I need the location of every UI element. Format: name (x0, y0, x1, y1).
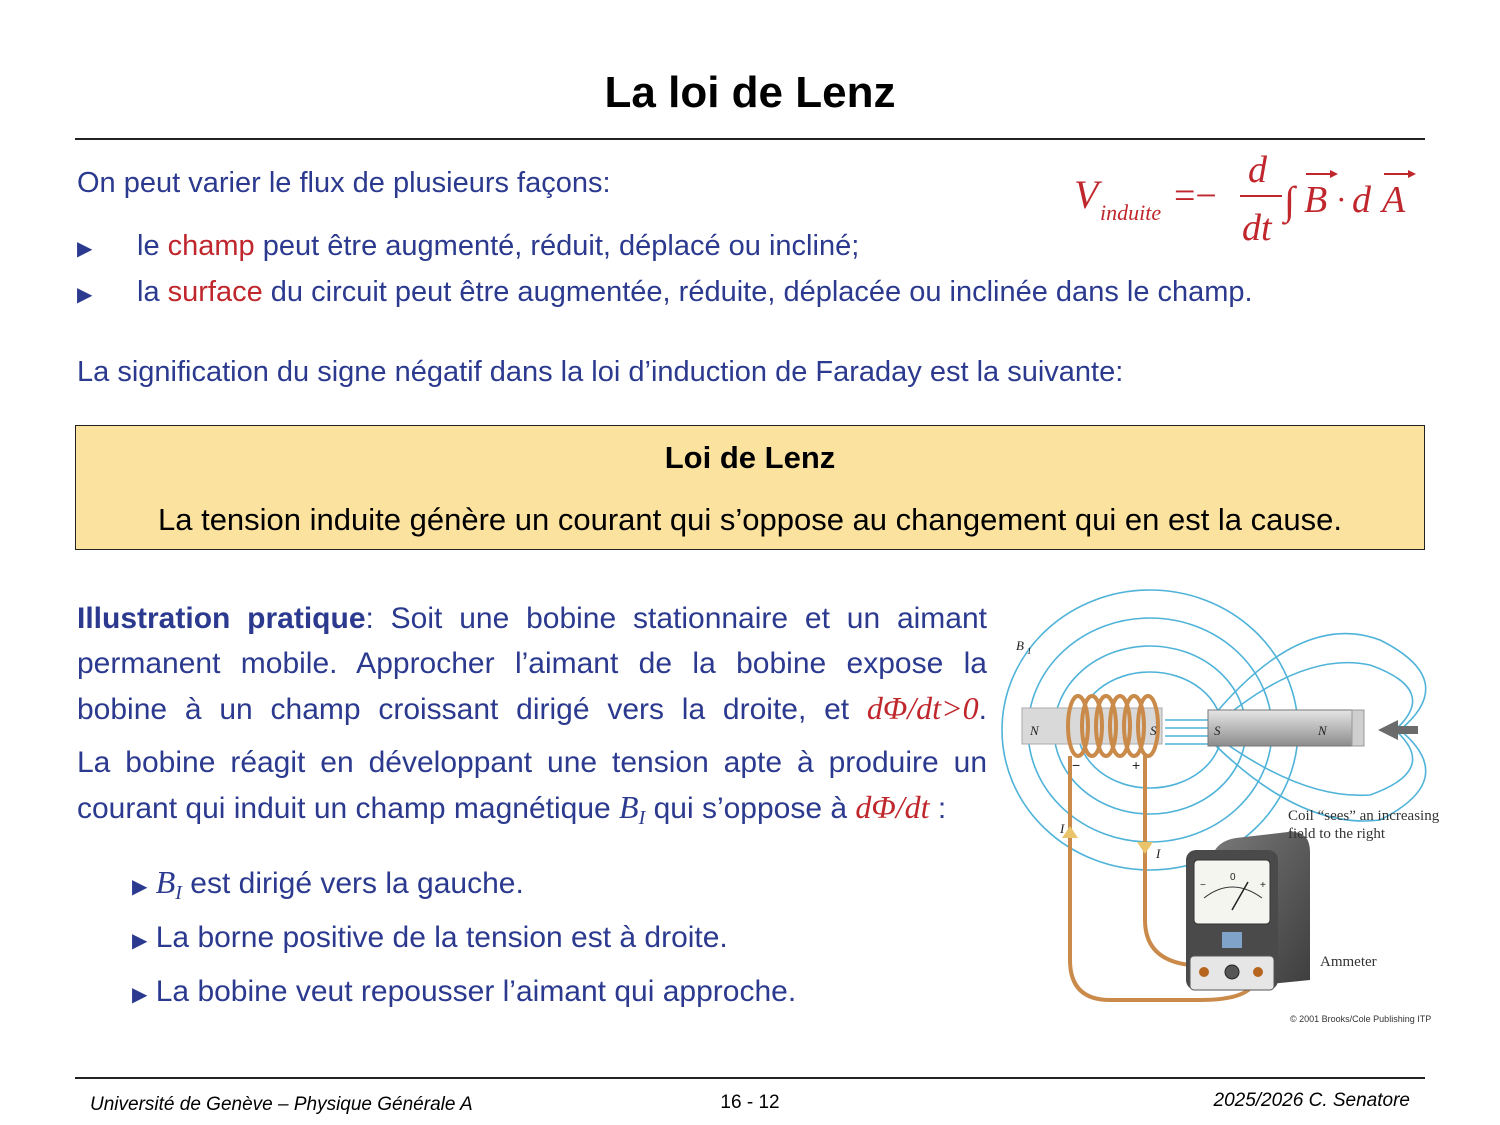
lenz-box-text: La tension induite génère un courant qui s’oppose au changement qui en est la cause. (157, 502, 1342, 537)
label-b1-sub: 1 (1027, 646, 1032, 656)
formula-num: d (1248, 150, 1267, 191)
label-minus: − (1072, 757, 1081, 773)
formula-a: A (1382, 179, 1406, 221)
formula-sub: induite (1100, 200, 1162, 225)
triangle-bullet-icon: ▶ (77, 238, 93, 260)
label-i-right: I (1156, 846, 1161, 861)
formula-d: d (1352, 179, 1371, 221)
current-arrow-up-icon (1062, 826, 1078, 838)
label-b1: B (1016, 638, 1024, 653)
coil-caption-line-1: Coil “sees” an increasing (1288, 808, 1440, 824)
label-n-magnet: N (1318, 723, 1327, 738)
triangle-bullet-icon: ▶ (132, 876, 148, 898)
illustration-paragraph-1: Illustration pratique: Soit une bobine stationnaire et un aimant permanent mobile. Approcher l’aimant de la bobine expose la bobine à un champ croissant dirigé vers la droite, et dΦ/dt>0. (77, 602, 987, 726)
meter-zero: 0 (1230, 872, 1236, 883)
sub-bullet-direction: ▶ $B_I$ est dirigé vers la gauche. (132, 864, 524, 904)
formula-eq: =− (1174, 175, 1217, 217)
title-rule (75, 138, 1425, 140)
lenz-illustration-figure (1000, 580, 1470, 1030)
intro-text: On peut varier le flux de plusieurs façons: (77, 167, 611, 199)
triangle-bullet-icon: ▶ (77, 284, 93, 306)
triangle-bullet-icon: ▶ (132, 930, 148, 952)
footer-author: 2025/2026 C. Senatore (1213, 1090, 1410, 1111)
label-n-coil: N (1030, 723, 1039, 738)
illustration-paragraph-2: La bobine réagit en développant une tension apte à produire un courant qui induit un champ magnétique $B_I$ qui s’oppose à dΦ/dt : (77, 746, 987, 829)
sub-bullet-repel: ▶ La bobine veut repousser l’aimant qui approche. (132, 975, 797, 1008)
copyright-label: © 2001 Brooks/Cole Publishing ITP (1290, 1014, 1432, 1024)
bar-magnet (1208, 710, 1358, 746)
footer-page-number: 16 - 12 (720, 1092, 780, 1113)
label-s-coil: S (1150, 723, 1157, 738)
lenz-law-box (75, 425, 1425, 550)
triangle-bullet-icon: ▶ (132, 984, 148, 1006)
meter-plus: + (1260, 880, 1266, 891)
coil-caption-line-2: field to the right (1288, 826, 1386, 842)
sub-bullet-positive: ▶ La borne positive de la tension est à droite. (132, 921, 728, 954)
footer-rule (75, 1077, 1425, 1079)
formula-den: dt (1242, 207, 1272, 249)
signification-text: La signification du signe négatif dans la loi d’induction de Faraday est la suivante: (77, 356, 1124, 388)
coil-core (1022, 708, 1162, 744)
vector-arrow-a-head (1408, 170, 1416, 178)
motion-arrow-icon (1378, 720, 1418, 740)
meter-minus: − (1200, 880, 1206, 891)
slide-title: La loi de Lenz (604, 68, 896, 117)
formula-v: V (1074, 172, 1099, 217)
bullet-surface: ▶ la surface du circuit peut être augmentée, réduite, déplacée ou inclinée dans le champ. (77, 276, 1253, 308)
faraday-formula (1072, 150, 1422, 250)
ammeter-label: Ammeter (1320, 954, 1377, 970)
vector-arrow-b-head (1330, 170, 1338, 178)
footer-university: Université de Genève – Physique Générale A (90, 1094, 473, 1115)
label-i-left: I (1060, 821, 1065, 836)
ammeter-icon (1186, 832, 1310, 990)
formula-b: B (1304, 179, 1328, 221)
formula-dot: · (1336, 181, 1347, 217)
magnet-end (1352, 710, 1364, 746)
current-arrow-down-icon (1137, 842, 1153, 854)
lenz-box-title: Loi de Lenz (664, 440, 836, 475)
formula-integral: ∫ (1284, 178, 1295, 223)
label-plus: + (1132, 757, 1141, 773)
bullet-champ: ▶ le champ peut être augmenté, réduit, déplacé ou incliné; (77, 230, 860, 262)
label-s-magnet: S (1214, 723, 1221, 738)
